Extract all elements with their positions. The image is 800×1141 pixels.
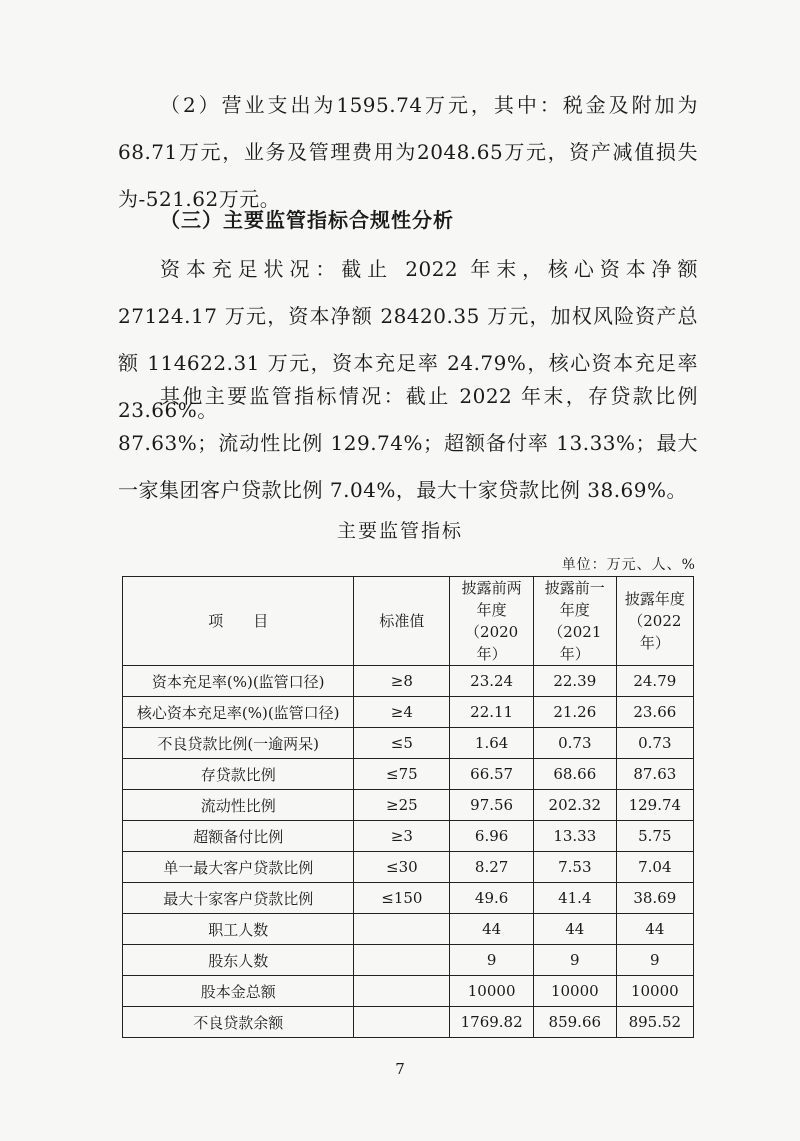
cell-2021: 44 [533, 914, 616, 945]
cell-2022: 44 [616, 914, 693, 945]
cell-2021: 7.53 [533, 852, 616, 883]
cell-standard [354, 945, 450, 976]
cell-2020: 8.27 [450, 852, 534, 883]
cell-item: 资本充足率(%)(监管口径) [123, 666, 354, 697]
header-standard: 标准值 [354, 577, 450, 666]
page-number: 7 [395, 1060, 405, 1078]
table-title: 主要监管指标 [336, 520, 463, 542]
cell-2022: 9 [616, 945, 693, 976]
cell-2022: 5.75 [616, 821, 693, 852]
cell-2022: 24.79 [616, 666, 693, 697]
table-row [123, 914, 694, 945]
cell-2022: 10000 [616, 976, 693, 1007]
table-row [123, 852, 694, 883]
cell-item: 不良贷款比例(一逾两呆) [123, 728, 354, 759]
cell-2022: 7.04 [616, 852, 693, 883]
cell-2020: 97.56 [450, 790, 534, 821]
table-unit: 单位：万元、人、% [561, 557, 696, 573]
cell-2020: 23.24 [450, 666, 534, 697]
table-row [123, 666, 694, 697]
table-header-row [123, 577, 694, 666]
cell-2021: 41.4 [533, 883, 616, 914]
cell-item: 超额备付比例 [123, 821, 354, 852]
cell-2020: 66.57 [450, 759, 534, 790]
cell-2020: 6.96 [450, 821, 534, 852]
regulatory-indicators-table [122, 576, 694, 1038]
cell-standard: ≥8 [354, 666, 450, 697]
cell-standard: ≤150 [354, 883, 450, 914]
cell-standard: ≤75 [354, 759, 450, 790]
cell-2021: 202.32 [533, 790, 616, 821]
table-row [123, 790, 694, 821]
header-2022: 披露年度（2022年） [616, 577, 693, 666]
cell-2022: 23.66 [616, 697, 693, 728]
cell-item: 最大十家客户贷款比例 [123, 883, 354, 914]
cell-2022: 87.63 [616, 759, 693, 790]
cell-item: 不良贷款余额 [123, 1007, 354, 1038]
cell-2022: 129.74 [616, 790, 693, 821]
cell-standard [354, 914, 450, 945]
cell-2020: 44 [450, 914, 534, 945]
cell-item: 单一最大客户贷款比例 [123, 852, 354, 883]
cell-standard [354, 1007, 450, 1038]
table-row [123, 821, 694, 852]
cell-2021: 0.73 [533, 728, 616, 759]
cell-item: 存贷款比例 [123, 759, 354, 790]
cell-2020: 22.11 [450, 697, 534, 728]
header-2021: 披露前一年度（2021年） [533, 577, 616, 666]
cell-2021: 10000 [533, 976, 616, 1007]
cell-standard [354, 976, 450, 1007]
table-row [123, 728, 694, 759]
table-row [123, 883, 694, 914]
cell-standard: ≥4 [354, 697, 450, 728]
paragraph-other-indicators: 其他主要监管指标情况：截止 2022 年末，存贷款比例 87.63%；流动性比例 129.74%；超额备付率 13.33%；最大一家集团客户贷款比例 7.04%，最大十家贷款比例 38.69%。 [118, 384, 698, 502]
cell-2020: 10000 [450, 976, 534, 1007]
header-2020: 披露前两年度（2020年） [450, 577, 534, 666]
cell-2020: 1769.82 [450, 1007, 534, 1038]
cell-standard: ≤30 [354, 852, 450, 883]
cell-2022: 38.69 [616, 883, 693, 914]
section-heading: （三）主要监管指标合规性分析 [160, 208, 454, 232]
header-item: 项 目 [123, 577, 354, 666]
table-row [123, 759, 694, 790]
cell-standard: ≥25 [354, 790, 450, 821]
cell-2021: 13.33 [533, 821, 616, 852]
cell-2021: 9 [533, 945, 616, 976]
paragraph-capital-adequacy: 资本充足状况：截止 2022 年末，核心资本净额 27124.17 万元，资本净额 28420.35 万元，加权风险资产总额 114622.31 万元，资本充足率 24.79%，核心资本充足率 23.66%。 [118, 257, 698, 422]
cell-2022: 895.52 [616, 1007, 693, 1038]
cell-2021: 859.66 [533, 1007, 616, 1038]
cell-standard: ≥3 [354, 821, 450, 852]
cell-2022: 0.73 [616, 728, 693, 759]
cell-item: 股东人数 [123, 945, 354, 976]
cell-item: 流动性比例 [123, 790, 354, 821]
table-row [123, 697, 694, 728]
cell-item: 职工人数 [123, 914, 354, 945]
table-row [123, 1007, 694, 1038]
cell-2020: 9 [450, 945, 534, 976]
cell-item: 核心资本充足率(%)(监管口径) [123, 697, 354, 728]
table-row [123, 945, 694, 976]
paragraph-operating-expenses: （2）营业支出为1595.74万元，其中：税金及附加为68.71万元，业务及管理费用为2048.65万元，资产减值损失为-521.62万元。 [118, 93, 698, 211]
cell-2021: 68.66 [533, 759, 616, 790]
table-row [123, 976, 694, 1007]
table-body [123, 666, 694, 1038]
cell-2020: 1.64 [450, 728, 534, 759]
cell-item: 股本金总额 [123, 976, 354, 1007]
cell-2021: 21.26 [533, 697, 616, 728]
cell-2021: 22.39 [533, 666, 616, 697]
cell-standard: ≤5 [354, 728, 450, 759]
cell-2020: 49.6 [450, 883, 534, 914]
